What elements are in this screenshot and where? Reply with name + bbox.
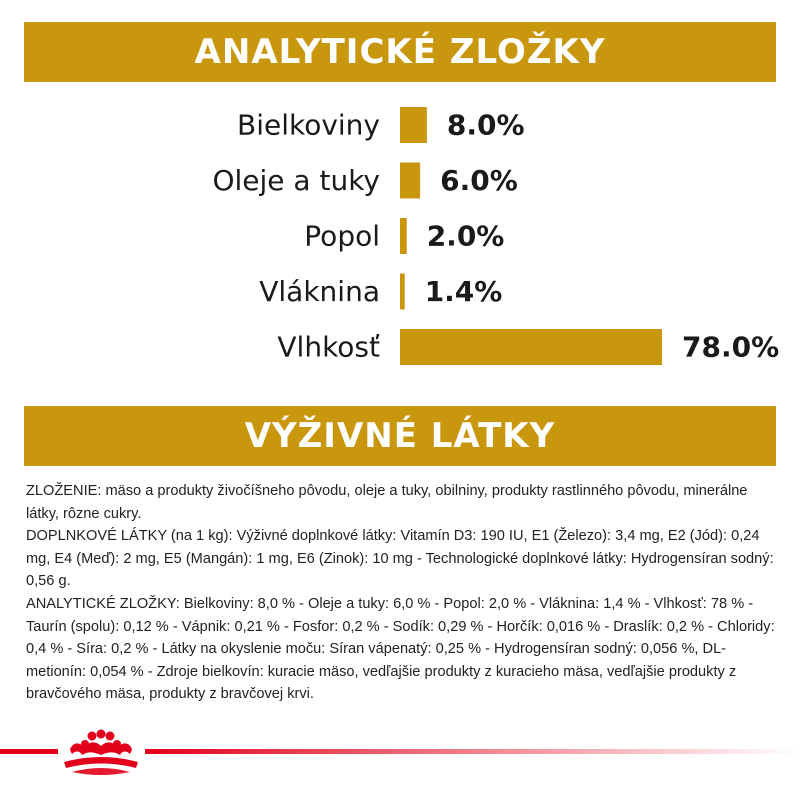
value-label: 2.0% xyxy=(426,219,505,253)
bar xyxy=(400,163,420,199)
analytic-paragraph: ANALYTICKÉ ZLOŽKY: Bielkoviny: 8,0 % - Oleje a tuky: 6,0 % - Popol: 2,0 % - Vláknina: 1,4 % - Vlhkosť: 78 % - Taurín (spolu): 0,12 % - Vápnik: 0,21 % - Fosfor: 0,2 % - Sodík: 0,29 % - Horčík: 0,016 % - Draslík: 0,2 % - Chloridy: 0,4 % - Síra: 0,2 % - Látky na okyslenie moču: Síran vápenatý: 0,25 % - Hydrogensíran sodný: 0,056 %, DL-metionín: 0,054 % - Zdroje bielkovín: kuracie mäso, vedľajšie produkty z kuracieho mäsa, vedľajšie produkty z bravčového mäsa, produkty z bravčovej krvi. xyxy=(26,595,775,703)
category-label: Vlhkosť xyxy=(277,330,380,364)
value-label: 1.4% xyxy=(424,275,503,308)
section-title: ANALYTICKÉ ZLOŽKY xyxy=(194,32,606,72)
bar xyxy=(400,329,662,365)
value-label: 8.0% xyxy=(446,108,525,142)
footer-line-right xyxy=(145,749,800,754)
nutrients-banner xyxy=(24,406,776,466)
footer-brand-line xyxy=(0,728,800,800)
footer-line-left xyxy=(0,749,58,754)
composition-paragraph: ZLOŽENIE: mäso a produkty živočíšneho pôvodu, oleje a tuky, obilniny, produkty rastlinného pôvodu, minerálne látky, rôzne cukry. xyxy=(26,483,748,522)
category-label: Popol xyxy=(304,219,380,253)
bar xyxy=(400,107,427,143)
section-title-banner xyxy=(24,22,776,82)
bar xyxy=(400,218,407,254)
nutrients-title: VÝŽIVNÉ LÁTKY xyxy=(244,416,556,456)
composition-text xyxy=(26,480,778,706)
category-label: Bielkoviny xyxy=(236,108,380,142)
additives-paragraph: DOPLNKOVÉ LÁTKY (na 1 kg): Výživné doplnkové látky: Vitamín D3: 190 IU, E1 (Železo): 3,4 mg, E2 (Jód): 0,24 mg, E4 (Meď): 2 mg, E5 (Mangán): 1 mg, E6 (Zinok): 10 mg - Technologické doplnkové látky: Hydrogensíran sodný: 0,56 g. xyxy=(26,528,774,590)
category-label: Vláknina xyxy=(259,275,380,308)
analytic-bar-chart xyxy=(0,90,800,380)
value-label: 6.0% xyxy=(440,164,518,197)
category-label: Oleje a tuky xyxy=(212,164,380,197)
value-label: 78.0% xyxy=(682,330,780,364)
crown-logo-icon xyxy=(64,730,138,776)
bar xyxy=(400,274,405,310)
